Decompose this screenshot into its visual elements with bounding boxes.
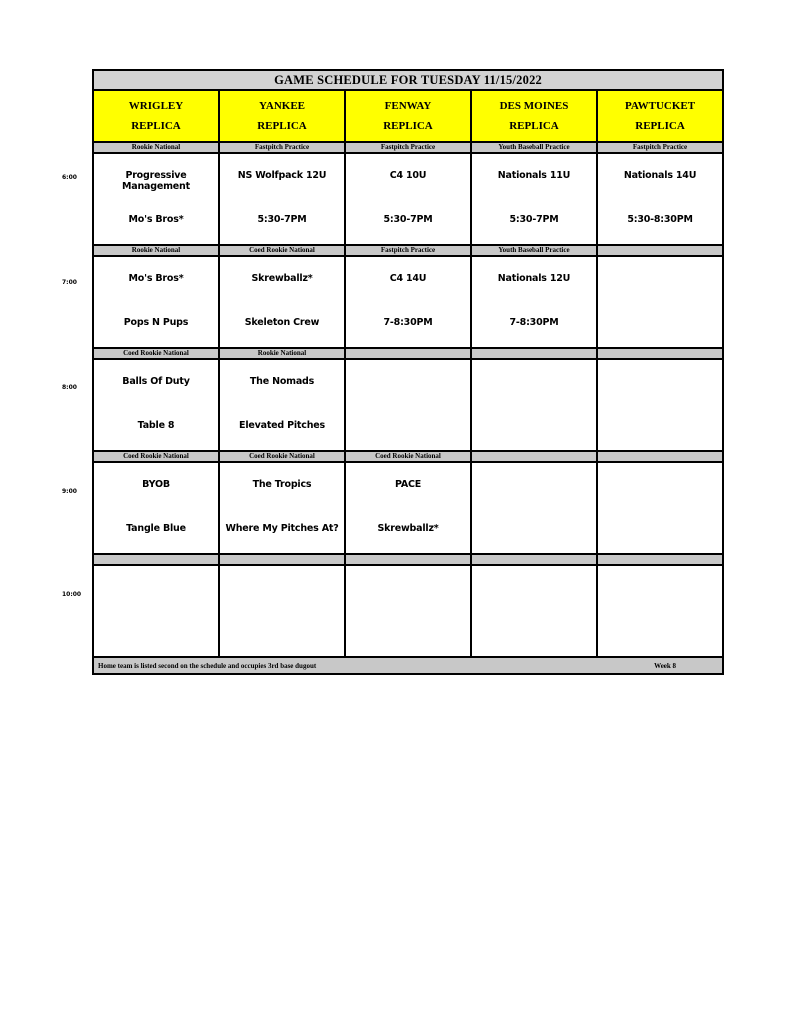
division-label: Coed Rookie National (219, 245, 345, 256)
game-row (93, 256, 723, 348)
division-row (93, 451, 723, 462)
field-name: PAWTUCKET (624, 100, 696, 112)
team-home (472, 420, 596, 434)
team-away (346, 376, 470, 390)
team-home (598, 523, 722, 537)
team-home: Skrewballz* (377, 523, 439, 534)
schedule-title: GAME SCHEDULE FOR TUESDAY 11/15/2022 (93, 70, 723, 90)
field-header-yankee (219, 90, 345, 142)
game-cell (345, 359, 471, 451)
team-away: Progressive Management (122, 170, 190, 192)
team-away: Mo's Bros* (128, 273, 184, 284)
footer-row (93, 657, 723, 674)
game-cell (471, 256, 597, 348)
home-team-note: Home team is listed second on the schedule and occupies 3rd base dugout (98, 661, 317, 670)
team-home: 7-8:30PM (509, 317, 559, 328)
division-label (345, 554, 471, 565)
team-away (598, 479, 722, 493)
team-away (472, 479, 596, 493)
division-label (345, 348, 471, 359)
game-cell (93, 359, 219, 451)
division-label: Rookie National (219, 348, 345, 359)
field-header-wrigley (93, 90, 219, 142)
game-cell (219, 462, 345, 554)
field-name: FENWAY (384, 100, 432, 112)
team-home: Pops N Pups (123, 317, 189, 328)
game-row (93, 359, 723, 451)
game-cell (93, 565, 219, 657)
game-row (93, 153, 723, 245)
footer-cell (93, 657, 723, 674)
division-label: Fastpitch Practice (345, 245, 471, 256)
team-home: 5:30-7PM (509, 214, 559, 225)
division-label: Fastpitch Practice (219, 142, 345, 153)
division-label (93, 554, 219, 565)
time-label: 7:00 (62, 279, 77, 286)
game-cell (93, 462, 219, 554)
division-row (93, 554, 723, 565)
game-cell (471, 153, 597, 245)
team-home: 7-8:30PM (383, 317, 433, 328)
team-away (472, 376, 596, 390)
team-home: Mo's Bros* (128, 214, 184, 225)
division-label: Coed Rookie National (93, 451, 219, 462)
game-cell (597, 153, 723, 245)
game-cell (345, 153, 471, 245)
field-sub: REPLICA (257, 120, 307, 132)
team-home (598, 420, 722, 434)
field-header-pawtucket (597, 90, 723, 142)
field-sub: REPLICA (635, 120, 685, 132)
game-cell (471, 565, 597, 657)
team-away: The Tropics (252, 479, 312, 490)
team-away: C4 14U (389, 273, 427, 284)
team-home: 5:30-7PM (383, 214, 433, 225)
time-label: 10:00 (62, 591, 82, 598)
team-away: Nationals 11U (497, 170, 571, 181)
game-cell (345, 462, 471, 554)
field-header-des-moines (471, 90, 597, 142)
team-away: The Nomads (249, 376, 315, 387)
game-cell (597, 256, 723, 348)
game-cell (471, 462, 597, 554)
division-label: Fastpitch Practice (345, 142, 471, 153)
game-row (93, 462, 723, 554)
field-header-row (93, 90, 723, 142)
division-label (597, 245, 723, 256)
team-home (472, 523, 596, 537)
division-row (93, 245, 723, 256)
team-away (598, 376, 722, 390)
game-cell (93, 153, 219, 245)
game-cell (471, 359, 597, 451)
game-cell (597, 462, 723, 554)
team-away: Skrewballz* (251, 273, 313, 284)
division-label: Coed Rookie National (345, 451, 471, 462)
field-name: YANKEE (258, 100, 306, 112)
game-cell (219, 153, 345, 245)
team-home: Table 8 (137, 420, 175, 431)
team-away: BYOB (142, 479, 170, 490)
team-home: 5:30-8:30PM (627, 214, 693, 225)
division-label (597, 554, 723, 565)
division-label: Rookie National (93, 142, 219, 153)
division-label: Rookie National (93, 245, 219, 256)
team-home: Tangle Blue (126, 523, 186, 534)
division-label (471, 451, 597, 462)
team-away: PACE (394, 479, 422, 490)
team-home (598, 317, 722, 331)
team-home: Skeleton Crew (244, 317, 320, 328)
division-label: Youth Baseball Practice (471, 245, 597, 256)
team-away: Nationals 12U (497, 273, 571, 284)
time-label: 8:00 (62, 384, 77, 391)
division-label (597, 348, 723, 359)
game-cell (345, 256, 471, 348)
division-label (219, 554, 345, 565)
game-cell (219, 565, 345, 657)
team-home (346, 420, 470, 434)
division-label: Coed Rookie National (93, 348, 219, 359)
division-row (93, 348, 723, 359)
division-label: Fastpitch Practice (597, 142, 723, 153)
team-away: Nationals 14U (623, 170, 697, 181)
team-away: NS Wolfpack 12U (237, 170, 327, 181)
team-home: Where My Pitches At? (225, 523, 339, 534)
field-header-fenway (345, 90, 471, 142)
field-name: DES MOINES (499, 100, 569, 112)
schedule-sheet (92, 69, 722, 675)
field-sub: REPLICA (131, 120, 181, 132)
division-label (471, 554, 597, 565)
game-row (93, 565, 723, 657)
division-label (471, 348, 597, 359)
time-label: 6:00 (62, 174, 77, 181)
field-sub: REPLICA (509, 120, 559, 132)
division-label: Youth Baseball Practice (471, 142, 597, 153)
game-cell (93, 256, 219, 348)
team-away: Balls Of Duty (122, 376, 190, 387)
schedule-table (92, 69, 724, 675)
time-label: 9:00 (62, 488, 77, 495)
game-cell (219, 359, 345, 451)
team-away: C4 10U (389, 170, 427, 181)
field-name: WRIGLEY (128, 100, 184, 112)
game-cell (597, 565, 723, 657)
game-cell (597, 359, 723, 451)
week-label: Week 8 (654, 661, 677, 670)
division-label (597, 451, 723, 462)
game-cell (219, 256, 345, 348)
team-home: Elevated Pitches (239, 420, 325, 431)
division-label: Coed Rookie National (219, 451, 345, 462)
game-cell (345, 565, 471, 657)
field-sub: REPLICA (383, 120, 433, 132)
team-away (598, 273, 722, 287)
team-home: 5:30-7PM (257, 214, 307, 225)
division-row (93, 142, 723, 153)
